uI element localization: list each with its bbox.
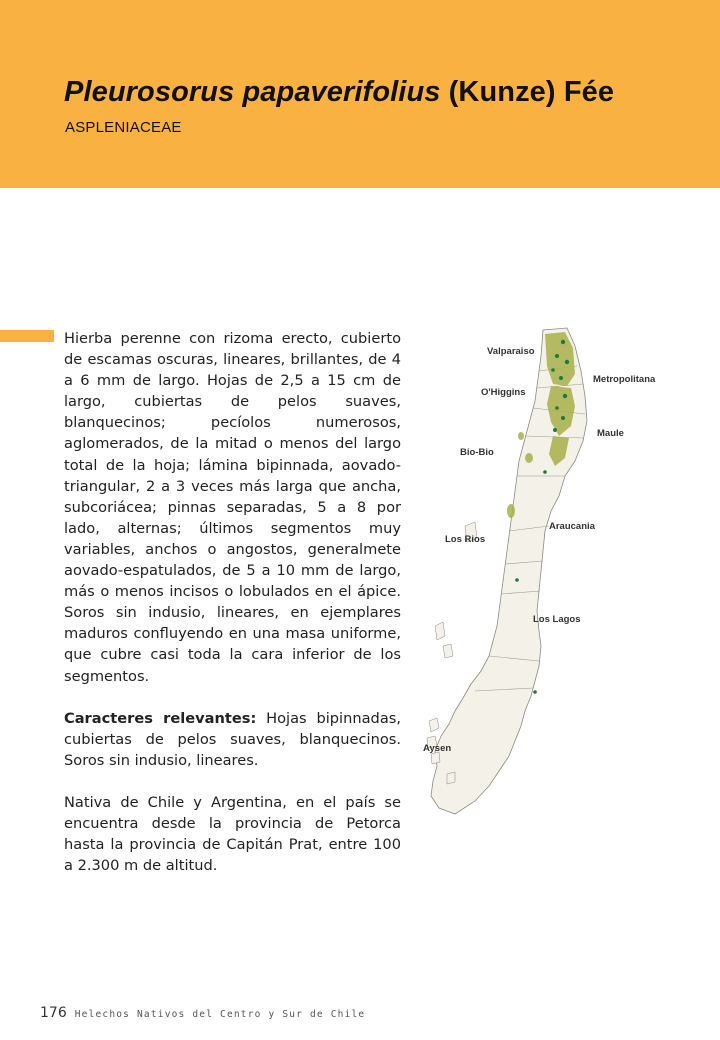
species-authority: (Kunze) Fée (440, 76, 615, 108)
map-label-los-rios: Los Rios (445, 534, 486, 545)
relevant-label: Caracteres relevantes: (64, 709, 257, 727)
map-label-biobio: Bio-Bio (460, 447, 494, 458)
map-label-maule: Maule (597, 428, 624, 439)
family-name: ASPLENIACEAE (65, 119, 182, 136)
book-title: Helechos Nativos del Centro y Sur de Chile (74, 1009, 366, 1020)
accent-bar (0, 330, 54, 342)
relevant-characters-paragraph (64, 708, 401, 771)
map-label-valparaiso: Valparaiso (487, 346, 535, 357)
header-band (0, 0, 720, 188)
map-label-aysen: Aysen (423, 743, 452, 754)
map-label-ohiggins: O'Higgins (481, 387, 526, 398)
map-label-metropolitana: Metropolitana (593, 374, 656, 385)
page-number: 176 (40, 1005, 67, 1021)
map-label-los-lagos: Los Lagos (533, 614, 581, 625)
distribution-map (423, 326, 656, 816)
description-paragraph: Hierba perenne con rizoma erecto, cubierto de escamas oscuras, lineares, brillantes, de 4 a 6 mm de largo. Hojas de 2,5 a 15 cm de largo, cubiertas de pelos suaves, blanquecinos; pecíolos numerosos, aglomerados, de la mitad o menos del largo total de la hoja; lámina bipinnada, aovado-triangular, 2 a 3 veces más larga que ancha, subcoriácea; pinnas separadas, 5 a 8 por lado, alternas; últimos segmentos muy variables, anchos o angostos, generalmete aovado-espatulados, de 5 a 10 mm de largo, más o menos incisos o lobulados en el ápice. Soros sin indusio, lineares, en ejemplares maduros confluyendo en una masa uniforme, que cubre casi toda la cara inferior de los segmentos. (64, 330, 401, 685)
relevant-text: Hojas bipinnadas, cubiertas de pelos suaves, blanquecinos. Soros sin indusio, lineares. (64, 709, 402, 769)
page-title (64, 76, 614, 109)
description-column (64, 328, 401, 897)
map-label-araucania: Araucania (549, 521, 595, 532)
distribution-paragraph: Nativa de Chile y Argentina, en el país se encuentra desde la provincia de Petorca hasta la provincia de Capitán Prat, entre 100 a 2.300 m de altitud. (64, 793, 401, 875)
page-footer (40, 1002, 365, 1021)
species-name: Pleurosorus papaverifolius (64, 76, 441, 108)
